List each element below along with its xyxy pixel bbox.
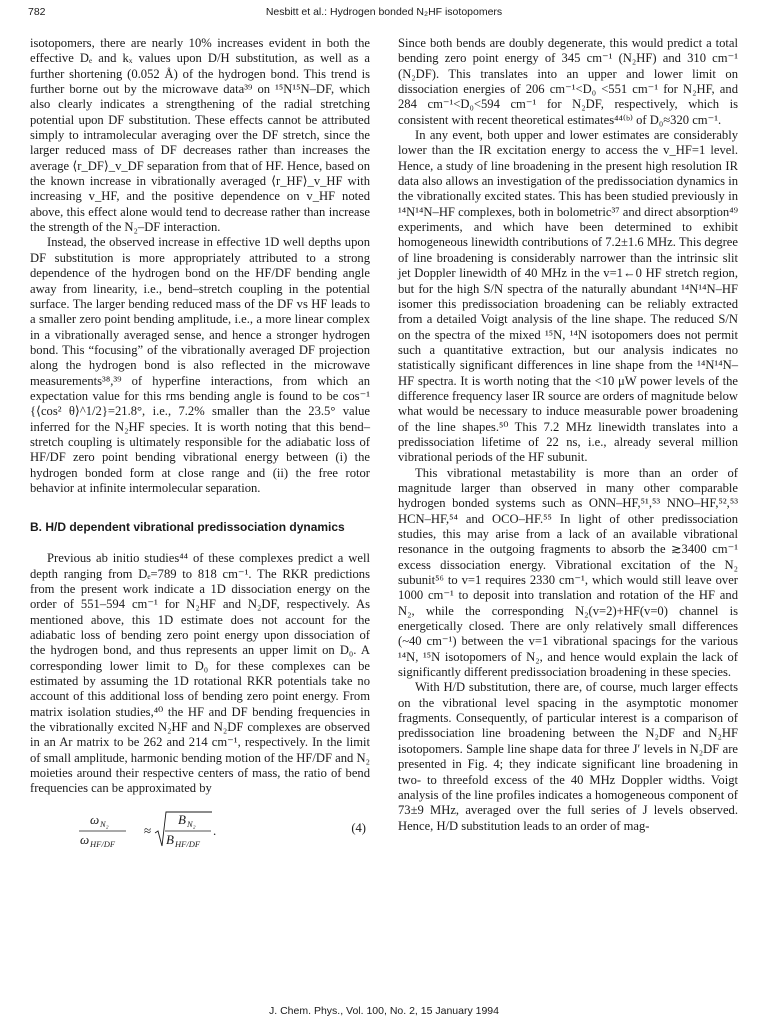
equation-number: (4) bbox=[351, 820, 366, 835]
section-heading: B. H/D dependent vibrational predissociation dynamics bbox=[30, 520, 345, 535]
right-paragraph-3: This vibrational metastability is more than an order of magnitude larger than observed in many other comparable hydrogen bonded systems such as ONN–HF,⁵¹,⁵³ NNO–HF,⁵²,⁵³ HCN–HF,⁵⁴ and OCO–HF.⁵⁵ In light of other predissociation studies, this may arise from a lack of an available vibrational resonance in the outgoing fragments to absorb the ≳3400 cm⁻¹ excess dissociation energy. Vibrational excitation of the N₂ subunit⁵⁶ to v=1 requires 2330 cm⁻¹, which would still leave over 1000 cm⁻¹ to deposit into translation and rotation of the HF and N₂, while the corresponding N₂(v=2)+HF(v=0) channel is energetically closed. There are only relatively small differences (~40 cm⁻¹) between the v=1 vibrational spacings for the various ¹⁴N, ¹⁵N isotopomers of N₂, and hence would explain the lack of significantly different predissociation broadening in these species. bbox=[398, 465, 738, 680]
eq-lhs-denominator: ω bbox=[80, 831, 90, 847]
eq-approx-symbol: ≈ bbox=[144, 822, 152, 838]
running-head: Nesbitt et al.: Hydrogen bonded N₂HF isotopomers bbox=[265, 6, 503, 18]
eq-rhs-denominator: B bbox=[166, 831, 174, 847]
page-footer: J. Chem. Phys., Vol. 100, No. 2, 15 January 1994 bbox=[269, 1005, 499, 1017]
page-number: 782 bbox=[28, 6, 46, 18]
eq-rhs-numerator-sub: N₂ bbox=[187, 818, 196, 829]
eq-lhs-numerator-sub: N₂ bbox=[100, 818, 109, 829]
right-column bbox=[398, 36, 738, 834]
eq-lhs-denominator-sub: HF/DF bbox=[90, 838, 116, 849]
right-paragraph-4: With H/D substitution, there are, of course, much larger effects on the vibrational level spacing in the asymptotic monomer fragments. Consequently, of particular interest is a comparison of predissociation line broadening between the N₂DF and N₂HF isotopomers. Sample line shape data for three J′ levels in N₂DF are presented in Fig. 4; they indicate significant line broadening in two- to threefold excess of the 40 MHz Doppler widths. Voigt analysis of the line profiles indicates a homogeneous component of 73±9 MHz, averaged over the full series of J levels observed. Hence, H/D substitution leads to an order of mag- bbox=[398, 680, 738, 833]
eq-period: . bbox=[213, 822, 217, 838]
left-paragraph-1: isotopomers, there are nearly 10% increases evident in both the effective Dₑ and kₓ values upon D/H substitution, as well as a further shortening (0.052 Å) of the hydrogen bond. This trend is further borne out by the microwave data³⁹ on ¹⁵N¹⁵N–DF, which also clearly indicates a strengthening of the radial stretching potential upon DF substitution. These effects cannot be attributed simply to intramolecular averaging over the DF stretch, since the larger reduced mass of DF decreases rather than increases the average ⟨r_DF⟩_v_DF separation from that of HF. Hence, based on the known increase in vibrationally averaged ⟨r_HF⟩_v_HF with increasing v_HF, and the positive dependence on v_HF noted above, this effect alone would tend to decrease rather than increase the strength of the N₂–DF interaction. bbox=[30, 36, 370, 235]
page-header bbox=[28, 6, 740, 22]
equation-body bbox=[78, 811, 278, 849]
left-column bbox=[30, 36, 370, 851]
left-paragraph-3: Previous ab initio studies⁴⁴ of these complexes predict a well depth ranging from Dₑ=789 to 818 cm⁻¹. The RKR predictions from the present work indicate a 1D dissociation energy on the order of 551–594 cm⁻¹ for N₂HF and N₂DF, respectively. As mentioned above, this 1D estimate does not account for the adiabatic loss of bending zero point energy upon dissociation of the hydrogen bond, and thus represents an upper limit on D₀. A corresponding lower limit to D₀ for these complexes can be estimated by assuming the 1D rotational RKR potentials take no account of this additional loss of bending zero point energy. From matrix isolation studies,⁴⁰ the HF and DF bending frequencies in the vibrationally excited N₂HF and N₂DF complexes are observed in an Ar matrix to be 262 and 214 cm⁻¹, respectively. In the limit of small amplitude, harmonic bending motion of the HF/DF and N₂ moieties around their respective centers of mass, the ratio of bend frequencies can be approximated by bbox=[30, 551, 370, 796]
right-paragraph-2: In any event, both upper and lower estimates are considerably lower than the IR excitation energy to access the v_HF=1 level. Hence, a study of line broadening in the present high resolution IR data also allows an investigation of the predissociation dynamics in the vibrationally excited states. This has been studied previously in ¹⁴N¹⁴N–HF complexes, both in bolometric³⁷ and direct absorption⁴⁹ experiments, and which have been determined to exhibit homogeneous linewidth contributions of 7.2±1.6 MHz. This degree of line broadening is considerably narrower than the intrinsic slit jet Doppler linewidth of 40 MHz in the v=1←0 HF stretch region, but for the high S/N spectra of the naturally abundant ¹⁴N¹⁴N–HF isomer this predissociation broadening can be reliably extracted from a detailed Voigt analysis of the line shape. The reduced S/N on the spectra of the mixed ¹⁵N, ¹⁴N isotopomers does not permit such a quantitative extraction, but our analysis indicates no statistically significant differences in line shape from the ¹⁴N¹⁴N–HF spectra. It is worth noting that the <10 μW power levels of the difference frequency laser IR source are orders of magnitude below what would be necessary to induce measurable power broadening of the line shapes.⁵⁰ This 7.2 MHz linewidth translates into a predissociation lifetime of 22 ns, i.e., already several million vibrational periods of the HF subunit. bbox=[398, 128, 738, 465]
equation-4 bbox=[30, 809, 370, 851]
eq-rhs-numerator: B bbox=[178, 811, 186, 827]
eq-lhs-numerator: ω bbox=[90, 811, 100, 827]
right-paragraph-1: Since both bends are doubly degenerate, this would predict a total bending zero point energy of 345 cm⁻¹ (N₂HF) and 310 cm⁻¹ (N₂DF). This translates into an upper and lower limit on dissociation energies of 206 cm⁻¹<D₀ <551 cm⁻¹ for N₂HF, and 284 cm⁻¹<D₀<594 cm⁻¹ for N₂DF, respectively, which is consistent with recent theoretical estimates⁴⁴⁽ᵇ⁾ of D₀≈320 cm⁻¹. bbox=[398, 36, 738, 127]
eq-rhs-denominator-sub: HF/DF bbox=[175, 838, 201, 849]
left-paragraph-2: Instead, the observed increase in effective 1D well depths upon DF substitution is more appropriately attributed to a strong dependence of the hydrogen bond on the HF/DF bending angle away from linearity, i.e., bend–stretch coupling in the potential surface. The larger bending reduced mass of the DF vs HF leads to a smaller zero point bending amplitude, i.e., a more linear complex in a vibrationally averaged sense, and hence a stronger hydrogen bond. This “focusing” of the vibrationally averaged DF projection along the hydrogen bond is also reflected in the microwave measurements³⁸,³⁹ of hyperfine interactions, from which an expectation value for this rms bending angle is found to be cos⁻¹ {⟨cos² θ⟩^1/2}=21.8°, i.e., 7.2% smaller than the 23.5° value inferred for the N₂HF species. It is worth noting that this bend–stretch coupling is ultimately responsible for the adiabatic loss of HF/DF zero point bending vibrational energy between (i) the hydrogen bonded form at close range and (ii) the free rotor behavior at infinite intermolecular separation. bbox=[30, 235, 370, 495]
